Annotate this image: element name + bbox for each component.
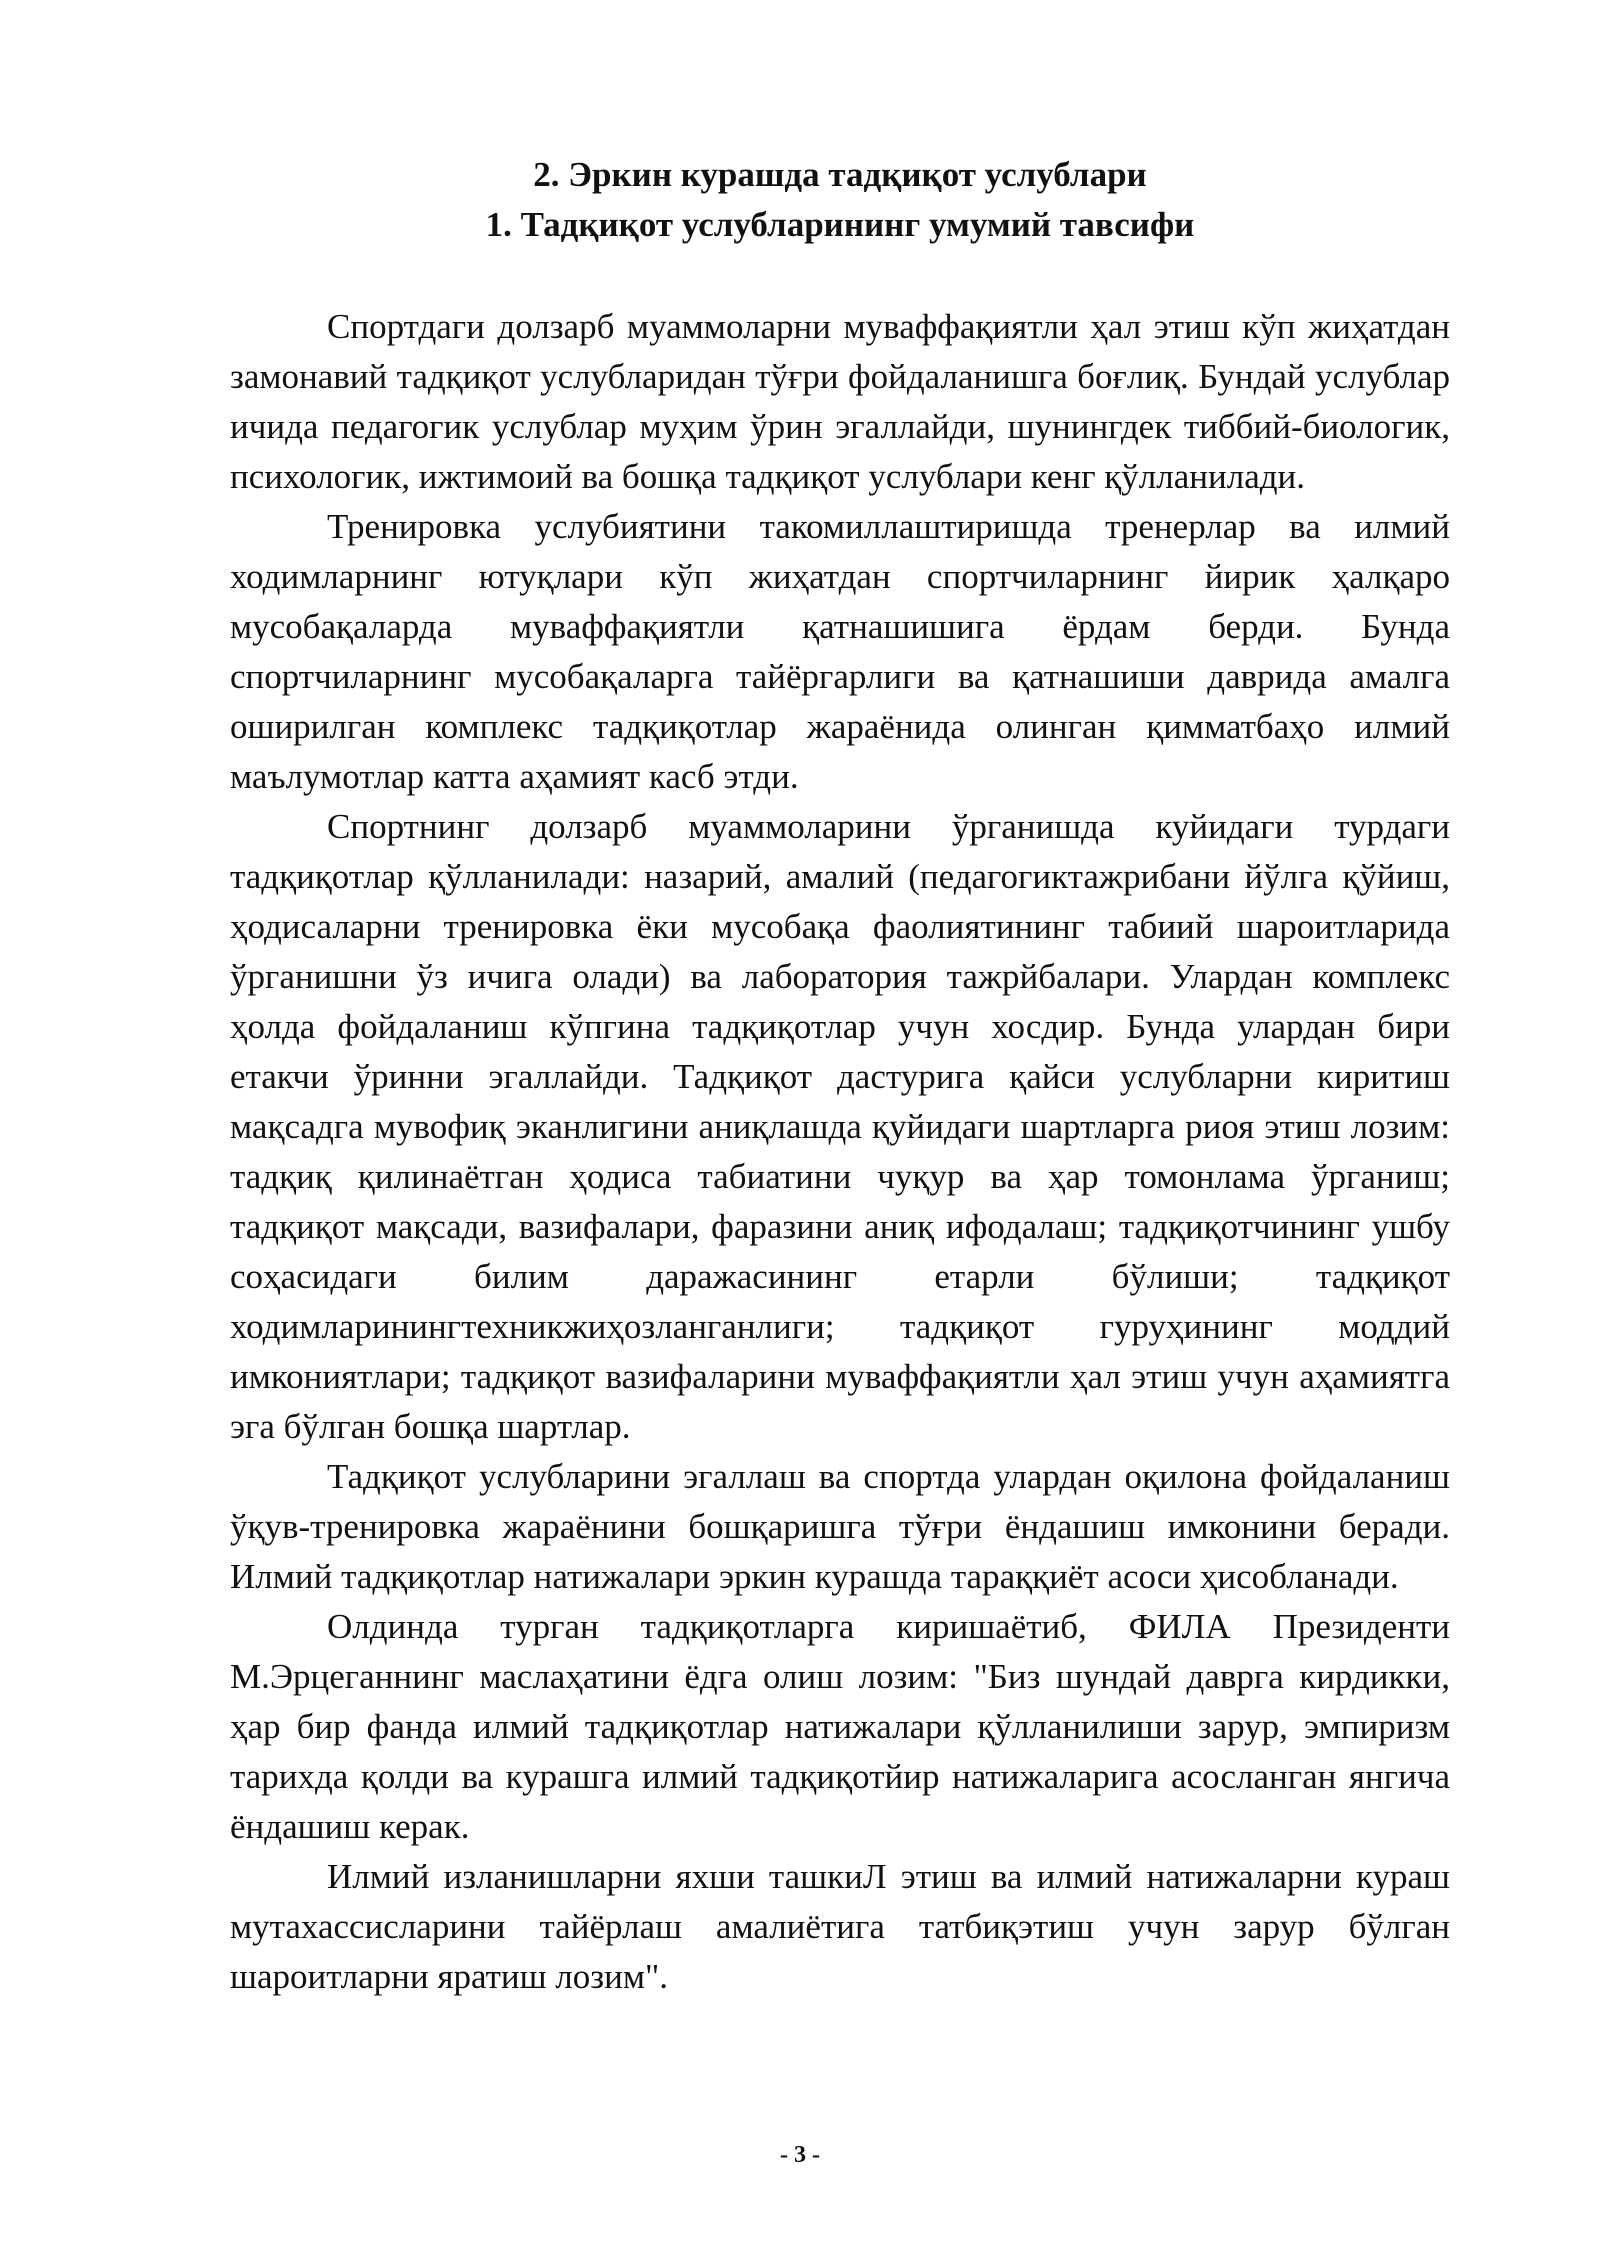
paragraph: Олдинда турган тадқиқотларга киришаётиб, ФИЛА Президенти М.Эрцеганнинг маслаҳатини ёдга олиш лозим: "Биз шундай даврга кирдикки, ҳар бир фанда илмий тадқиқотлар натижалари қўлланилиши зарур, эмпиризм тарихда қолди ва курашга илмий тадқиқотйир натижаларига асосланган янгича ёндашиш керак. — [230, 1607, 1450, 1846]
chapter-title: 2. Эркин курашда тадқиқот услублари — [533, 155, 1147, 194]
paragraph: Тренировка услубиятини такомиллаштиришда тренерлар ва илмий ходимларнинг ютуқлари кўп жиҳатдан спортчиларнинг йирик ҳалқаро мусобақаларда муваффақиятли қатнашишига ёрдам берди. Бунда спортчиларнинг мусобақаларга тайёргарлиги ва қатнашиши даврида амалга оширилган комплекс тадқиқотлар жараёнида олинган қимматбаҳо илмий маълумотлар катта аҳамият касб этди. — [230, 507, 1450, 796]
heading-block — [230, 150, 1450, 250]
section-title: 1. Тадқиқот услубларининг умумий тавсифи — [485, 205, 1195, 244]
paragraph: Илмий изланишларни яхши ташкиЛ этиш ва илмий натижаларни кураш мутахассисларини тайёрлаш амалиётига татбиқэтиш учун зарур бўлган шароитларни яратиш лозим". — [230, 1857, 1450, 1996]
paragraph: Тадқиқот услубларини эгаллаш ва спортда улардан оқилона фойдаланиш ўқув-тренировка жараёнини бошқаришга тўғри ёндашиш имконини беради. Илмий тадқиқотлар натижалари эркин курашда тараққиёт асоси ҳисобланади. — [230, 1457, 1450, 1596]
body-text — [230, 302, 1450, 2002]
page-number: - 3 - — [780, 2142, 820, 2168]
paragraph: Спортнинг долзарб муаммоларини ўрганишда куйидаги турдаги тадқиқотлар қўлланилади: назарий, амалий (педагогиктажрибани йўлга қўйиш, ҳодисаларни тренировка ёки мусобақа фаолиятининг табиий шароитларида ўрганишни ўз ичига олади) ва лаборатория тажрйбалари. Улардан комплекс ҳолда фойдаланиш кўпгина тадқиқотлар учун хосдир. Бунда улардан бири етакчи ўринни эгаллайди. Тадқиқот дастурига қайси услубларни киритиш мақсадга мувофиқ эканлигини аниқлашда қуйидаги шартларга риоя этиш лозим: тадқиқ қилинаётган ҳодиса табиатини чуқур ва ҳар томонлама ўрганиш; тадқиқот мақсади, вазифалари, фаразини аниқ ифодалаш; тадқиқотчининг ушбу соҳасидаги билим даражасининг етарли бўлиши; тадқиқот ходимларинингтехникжиҳозланганлиги; тадқиқот гуруҳининг моддий имкониятлари; тадқиқот вазифаларини муваффақиятли ҳал этиш учун аҳамиятга эга бўлган бошқа шартлар. — [230, 807, 1450, 1446]
paragraph: Спортдаги долзарб муаммоларни муваффақиятли ҳал этиш кўп жиҳатдан замонавий тадқиқот услубларидан тўғри фойдаланишга боғлиқ. Бундай услублар ичида педагогик услублар муҳим ўрин эгаллайди, шунингдек тиббий-биологик, психологик, ижтимоий ва бошқа тадқиқот услублари кенг қўлланилади. — [230, 307, 1450, 496]
